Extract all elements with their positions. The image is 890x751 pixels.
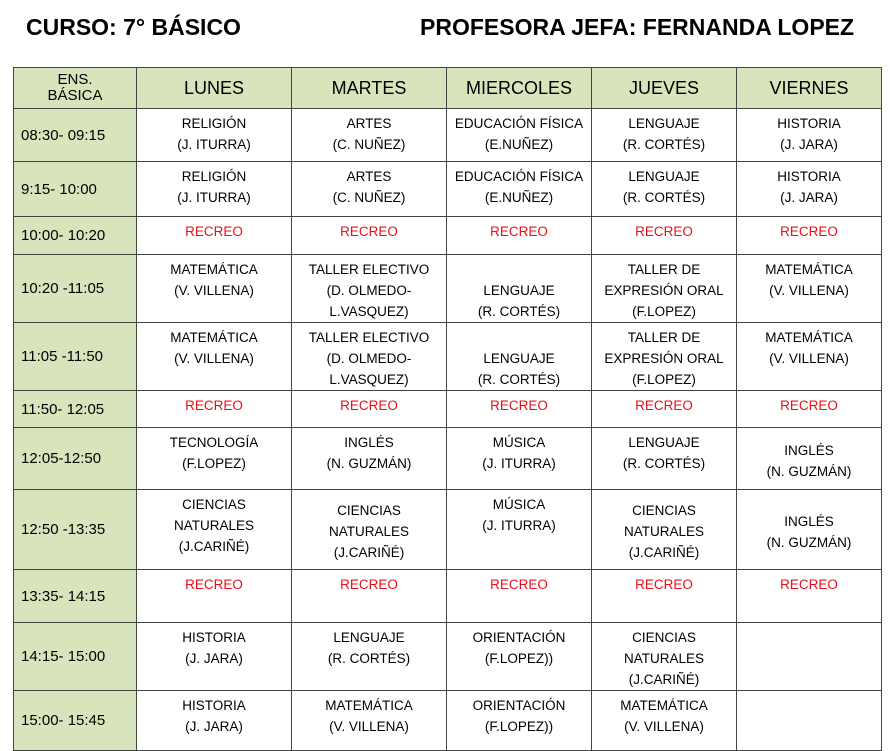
class-line: ORIENTACIÓN <box>472 630 566 645</box>
class-cell <box>137 691 292 751</box>
recess-label: RECREO <box>490 577 548 592</box>
class-line: L.VASQUEZ) <box>329 304 409 319</box>
class-line: LENGUAJE <box>333 630 405 645</box>
day-header-lunes: LUNES <box>137 68 292 109</box>
class-line <box>447 259 591 280</box>
class-cell <box>737 623 882 691</box>
schedule-row <box>14 391 882 428</box>
recess-label: RECREO <box>340 224 398 239</box>
class-line: (N. GUZMÁN) <box>766 534 852 550</box>
class-line: TALLER DE <box>627 330 701 345</box>
class-cell <box>447 217 592 255</box>
class-line: TECNOLOGÍA <box>169 435 259 450</box>
class-line: INGLÉS <box>784 442 834 458</box>
class-cell <box>447 391 592 428</box>
class-line: (F.LOPEZ) <box>632 372 696 387</box>
class-cell <box>737 255 882 323</box>
class-line: CIENCIAS <box>632 503 696 518</box>
class-line: (E.NUÑEZ) <box>484 190 554 205</box>
class-line: (V. VILLENA) <box>174 283 254 298</box>
class-line: EDUCACIÓN FÍSICA <box>454 169 584 184</box>
class-line: NATURALES <box>173 518 255 533</box>
class-cell <box>447 691 592 751</box>
class-cell <box>292 391 447 428</box>
class-cell <box>137 255 292 323</box>
class-line: (R. CORTÉS) <box>622 456 706 471</box>
time-slot: 11:50- 12:05 <box>14 391 137 428</box>
class-line: (J. JARA) <box>780 137 838 152</box>
schedule-table <box>13 67 882 751</box>
corner-cell <box>14 68 137 109</box>
class-line: MATEMÁTICA <box>325 698 413 713</box>
corner-line: BÁSICA <box>47 87 103 104</box>
class-line: MATEMÁTICA <box>170 330 258 345</box>
recess-label: RECREO <box>340 577 398 592</box>
class-cell <box>137 162 292 217</box>
class-cell <box>447 570 592 623</box>
class-cell <box>592 391 737 428</box>
class-cell <box>592 490 737 570</box>
class-line: LENGUAJE <box>628 435 700 450</box>
class-line: LENGUAJE <box>483 283 555 298</box>
class-cell <box>592 217 737 255</box>
class-cell <box>447 109 592 162</box>
class-line: LENGUAJE <box>628 169 700 184</box>
time-slot: 9:15- 10:00 <box>14 162 137 217</box>
time-slot: 11:05 -11:50 <box>14 323 137 391</box>
class-cell <box>447 428 592 490</box>
class-cell <box>737 109 882 162</box>
recess-label: RECREO <box>185 398 243 413</box>
corner-line: ENS. <box>57 71 93 88</box>
class-line: EXPRESIÓN ORAL <box>604 283 724 298</box>
class-line: (D. OLMEDO- <box>326 283 412 298</box>
class-line: NATURALES <box>328 524 410 539</box>
class-line: HISTORIA <box>777 169 841 184</box>
class-cell <box>592 570 737 623</box>
schedule-row <box>14 323 882 391</box>
class-line: (E.NUÑEZ) <box>484 137 554 152</box>
class-line: HISTORIA <box>182 630 246 645</box>
class-cell <box>737 217 882 255</box>
class-cell <box>137 323 292 391</box>
class-line: MATEMÁTICA <box>620 698 708 713</box>
class-line: EDUCACIÓN FÍSICA <box>454 116 584 131</box>
class-line: EXPRESIÓN ORAL <box>604 351 724 366</box>
class-line: TALLER ELECTIVO <box>308 330 430 345</box>
schedule-row <box>14 428 882 490</box>
class-line: RELIGIÓN <box>181 169 247 184</box>
class-line: (R. CORTÉS) <box>327 651 411 666</box>
schedule-row <box>14 691 882 751</box>
class-line: (C. NUÑEZ) <box>332 137 406 152</box>
time-slot: 13:35- 14:15 <box>14 570 137 623</box>
time-slot: 12:05-12:50 <box>14 428 137 490</box>
day-header-viernes: VIERNES <box>737 68 882 109</box>
class-cell <box>137 217 292 255</box>
class-cell <box>292 490 447 570</box>
time-slot: 14:15- 15:00 <box>14 623 137 691</box>
recess-label: RECREO <box>780 224 838 239</box>
class-line: LENGUAJE <box>483 351 555 366</box>
time-slot: 08:30- 09:15 <box>14 109 137 162</box>
time-slot: 15:00- 15:45 <box>14 691 137 751</box>
class-line: HISTORIA <box>182 698 246 713</box>
class-line: (R. CORTÉS) <box>477 304 561 319</box>
time-slot: 10:00- 10:20 <box>14 217 137 255</box>
class-line: MATEMÁTICA <box>765 330 853 345</box>
class-line: (J. ITURRA) <box>482 456 556 471</box>
recess-label: RECREO <box>490 398 548 413</box>
class-line: (F.LOPEZ)) <box>484 651 554 666</box>
class-line: (J. JARA) <box>780 190 838 205</box>
class-cell <box>737 490 882 570</box>
class-line: NATURALES <box>623 524 705 539</box>
class-line: INGLÉS <box>784 513 834 529</box>
schedule-row <box>14 162 882 217</box>
class-cell <box>737 391 882 428</box>
schedule-row <box>14 217 882 255</box>
class-line: (F.LOPEZ)) <box>484 719 554 734</box>
class-line: ORIENTACIÓN <box>472 698 566 713</box>
day-header-miercoles: MIERCOLES <box>447 68 592 109</box>
class-line: MÚSICA <box>492 497 546 512</box>
class-line: (N. GUZMÁN) <box>326 456 412 471</box>
class-line: (J. ITURRA) <box>177 190 251 205</box>
class-line: ARTES <box>346 169 392 184</box>
recess-label: RECREO <box>185 577 243 592</box>
class-line: (D. OLMEDO- <box>326 351 412 366</box>
class-cell <box>592 428 737 490</box>
class-cell <box>292 570 447 623</box>
recess-label: RECREO <box>490 224 548 239</box>
class-cell <box>137 490 292 570</box>
class-cell <box>737 570 882 623</box>
class-cell <box>737 428 882 490</box>
class-cell <box>137 428 292 490</box>
class-cell <box>737 162 882 217</box>
recess-label: RECREO <box>340 398 398 413</box>
class-cell <box>592 255 737 323</box>
class-cell <box>592 691 737 751</box>
class-line: (J.CARIÑÉ) <box>628 672 700 687</box>
class-cell <box>137 109 292 162</box>
class-cell <box>737 323 882 391</box>
class-line: LENGUAJE <box>628 116 700 131</box>
class-line: (V. VILLENA) <box>624 719 704 734</box>
class-line: NATURALES <box>623 651 705 666</box>
class-line: MATEMÁTICA <box>765 262 853 277</box>
class-line: (J.CARIÑÉ) <box>333 545 405 560</box>
class-cell <box>292 217 447 255</box>
class-cell <box>292 691 447 751</box>
class-line: CIENCIAS <box>632 630 696 645</box>
schedule-row <box>14 570 882 623</box>
class-line: (J. JARA) <box>185 719 243 734</box>
class-line: (V. VILLENA) <box>174 351 254 366</box>
day-header-martes: MARTES <box>292 68 447 109</box>
class-line: (N. GUZMÁN) <box>766 463 852 479</box>
schedule-row <box>14 623 882 691</box>
recess-label: RECREO <box>635 398 693 413</box>
class-cell <box>447 323 592 391</box>
class-cell <box>592 323 737 391</box>
class-line: (C. NUÑEZ) <box>332 190 406 205</box>
recess-label: RECREO <box>635 224 693 239</box>
class-cell <box>292 323 447 391</box>
class-cell <box>292 428 447 490</box>
class-cell <box>592 623 737 691</box>
schedule-row <box>14 490 882 570</box>
schedule-row <box>14 109 882 162</box>
class-line: INGLÉS <box>344 435 394 450</box>
class-cell <box>292 109 447 162</box>
class-line: (V. VILLENA) <box>769 351 849 366</box>
class-line: (F.LOPEZ) <box>182 456 246 471</box>
class-line: (R. CORTÉS) <box>622 137 706 152</box>
class-line: CIENCIAS <box>337 503 401 518</box>
class-line: MATEMÁTICA <box>170 262 258 277</box>
recess-label: RECREO <box>780 577 838 592</box>
header-row <box>14 68 882 109</box>
class-cell <box>592 162 737 217</box>
class-cell <box>292 623 447 691</box>
class-cell <box>137 570 292 623</box>
teacher-title: PROFESORA JEFA: FERNANDA LOPEZ <box>420 14 855 40</box>
class-line: (J. JARA) <box>185 651 243 666</box>
class-cell <box>137 623 292 691</box>
class-line: (V. VILLENA) <box>329 719 409 734</box>
class-line: RELIGIÓN <box>181 116 247 131</box>
class-cell <box>137 391 292 428</box>
class-line: CIENCIAS <box>182 497 246 512</box>
class-line: (J.CARIÑÉ) <box>178 539 250 554</box>
class-line: MÚSICA <box>492 435 546 450</box>
class-line: TALLER DE <box>627 262 701 277</box>
class-cell <box>737 691 882 751</box>
class-line: L.VASQUEZ) <box>329 372 409 387</box>
class-cell <box>447 490 592 570</box>
course-title: CURSO: 7° BÁSICO <box>26 14 241 40</box>
class-cell <box>447 255 592 323</box>
class-line: ARTES <box>346 116 392 131</box>
time-slot: 10:20 -11:05 <box>14 255 137 323</box>
class-cell <box>447 623 592 691</box>
class-cell <box>592 109 737 162</box>
class-line: (R. CORTÉS) <box>477 372 561 387</box>
schedule-row <box>14 255 882 323</box>
recess-label: RECREO <box>635 577 693 592</box>
class-line <box>447 327 591 348</box>
time-slot: 12:50 -13:35 <box>14 490 137 570</box>
day-header-jueves: JUEVES <box>592 68 737 109</box>
recess-label: RECREO <box>185 224 243 239</box>
class-cell <box>447 162 592 217</box>
class-line: (V. VILLENA) <box>769 283 849 298</box>
class-line: (J. ITURRA) <box>177 137 251 152</box>
class-line: TALLER ELECTIVO <box>308 262 430 277</box>
recess-label: RECREO <box>780 398 838 413</box>
class-line: (J. ITURRA) <box>482 518 556 533</box>
class-line: (F.LOPEZ) <box>632 304 696 319</box>
class-cell <box>292 255 447 323</box>
class-line: (J.CARIÑÉ) <box>628 545 700 560</box>
class-cell <box>292 162 447 217</box>
class-line: (R. CORTÉS) <box>622 190 706 205</box>
class-line: HISTORIA <box>777 116 841 131</box>
